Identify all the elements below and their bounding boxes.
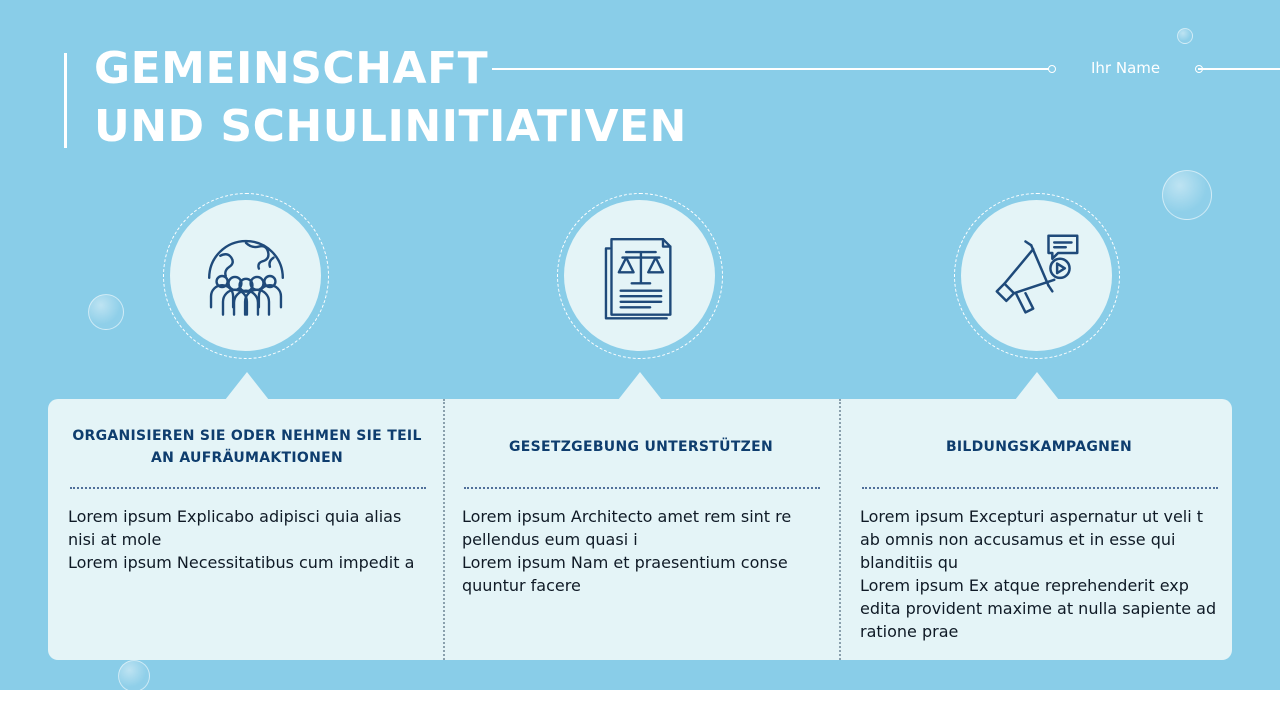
- presenter-name: Ihr Name: [1091, 59, 1161, 77]
- column-heading: BILDUNGSKAMPAGNEN: [945, 439, 1133, 455]
- heading-separator: [464, 487, 820, 489]
- bubble-decoration: [1177, 28, 1193, 44]
- bubble-decoration: [88, 294, 124, 330]
- page-title-line-2: UND SCHULINITIATIVEN: [94, 101, 687, 152]
- column-cleanup: [68, 399, 426, 660]
- panel-pointer: [1015, 372, 1059, 400]
- header-divider-line: [1198, 68, 1280, 70]
- column-body: [462, 505, 820, 597]
- column-paragraph: Lorem ipsum Explicabo adipisci quia alias nisi at mole: [68, 507, 402, 549]
- column-paragraph: Lorem ipsum Necessitatibus cum impedit a: [68, 553, 415, 572]
- icon-ring-legislation: [557, 193, 723, 359]
- header-divider-dot: [1048, 65, 1056, 73]
- bubble-decoration: [118, 660, 150, 690]
- header-divider-line: [492, 68, 1052, 70]
- globe-community-icon: [200, 230, 292, 322]
- column-divider: [443, 399, 445, 660]
- panel-pointer: [618, 372, 662, 400]
- column-campaigns: [860, 399, 1218, 660]
- column-heading: GESETZGEBUNG UNTERSTÜTZEN: [508, 439, 774, 455]
- column-paragraph: Lorem ipsum Ex atque reprehenderit exp edita provident maxime at nulla sapiente ad ratione prae: [860, 576, 1217, 641]
- column-divider: [839, 399, 841, 660]
- title-accent-bar: [64, 53, 67, 148]
- content-panel: [48, 399, 1232, 660]
- column-legislation: [462, 399, 820, 660]
- heading-separator: [862, 487, 1218, 489]
- panel-pointer: [225, 372, 269, 400]
- megaphone-icon: [989, 230, 1085, 322]
- law-document-icon: [598, 230, 682, 322]
- page-title-line-1: GEMEINSCHAFT: [94, 43, 489, 94]
- icon-ring-campaign: [954, 193, 1120, 359]
- column-body: [68, 505, 426, 574]
- column-paragraph: Lorem ipsum Nam et praesentium conse quuntur facere: [462, 553, 788, 595]
- heading-separator: [70, 487, 426, 489]
- icon-ring-community: [163, 193, 329, 359]
- bubble-decoration: [1162, 170, 1212, 220]
- column-paragraph: Lorem ipsum Excepturi aspernatur ut veli t ab omnis non accusamus et in esse qui blanditiis qu: [860, 507, 1204, 572]
- column-body: [860, 505, 1218, 643]
- column-paragraph: Lorem ipsum Architecto amet rem sint re pellendus eum quasi i: [462, 507, 792, 549]
- page-title: [94, 40, 687, 156]
- column-heading: ORGANISIEREN SIE ODER NEHMEN SIE TEIL AN AUFRÄUMAKTIONEN: [72, 428, 422, 466]
